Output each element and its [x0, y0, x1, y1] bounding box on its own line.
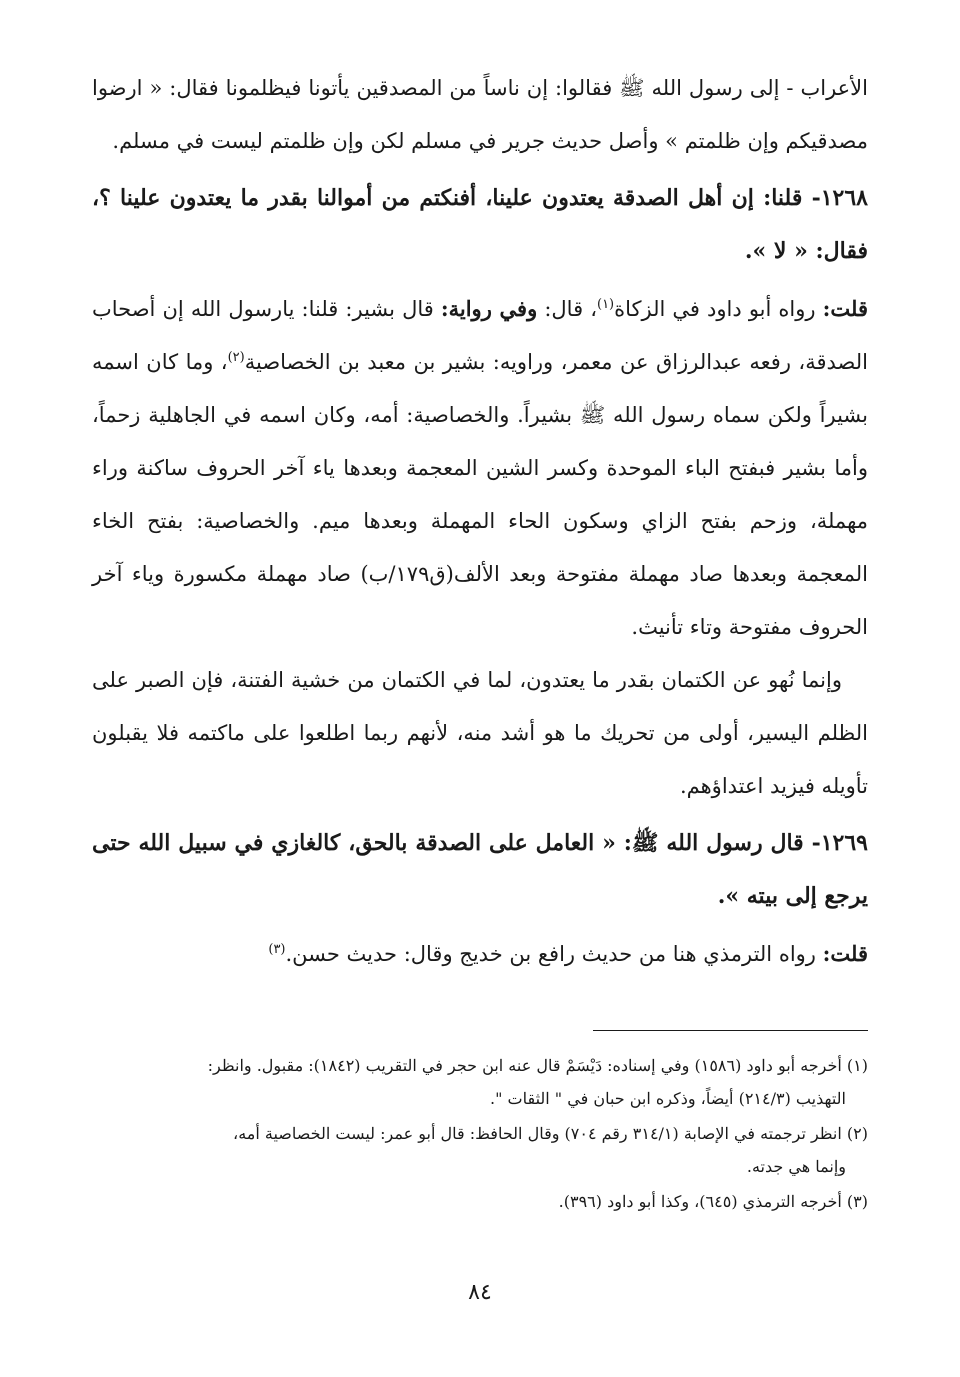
explanation-paragraph: وإنما نُهو عن الكتمان بقدر ما يعتدون، لما في الكتمان من خشية الفتنة، فإن الصبر على الظلم اليسير، أولى من تحريك ما هو أشد منه، لأنهم ربما اطلعوا على ماكتمه فلا يقبلون تأويله فيزيد اعتداؤهم. — [92, 668, 868, 798]
commentary-1268 — [92, 282, 868, 654]
footnote-1-continued: التهذيب (٢١٤/٣) أيضاً، وذكره ابن حبان في " الثقات ". — [490, 1089, 846, 1108]
commentary-text: رواه أبو داود في الزكاة — [614, 297, 823, 321]
footnotes — [92, 1050, 868, 1219]
commentary-label: قلت: — [822, 296, 869, 321]
commentary-text: قال بشير: قلنا: يارسول الله إن أصحاب الصدقة، رفعه عبدالرزاق عن معمر، وراويه: بشير بن معبد بن الخصاصية — [92, 297, 868, 374]
commentary-label: قلت: — [822, 941, 868, 966]
footnote-2: (٢) انظر ترجمته في الإصابة (٣١٤/١ رقم ٧٠٤) وقال الحافظ: قال أبو عمر: ليست الخصاصية أمه، — [233, 1124, 868, 1143]
footnote-ref-3[interactable]: (٣) — [268, 942, 286, 957]
hadith-1268: ١٢٦٨- قلنا: إن أهل الصدقة يعتدون علينا، أفنكتم من أموالنا بقدر ما يعتدون علينا ؟، فقال: « لا ». — [92, 185, 868, 264]
footnote-1: (١) أخرجه أبو داود (١٥٨٦) وفي إسناده: دَيْسَمْ قال عنه ابن حجر في التقريب (١٨٤٢): مقبول. وانظر: — [207, 1056, 868, 1075]
footnote-ref-1[interactable]: (١) — [596, 297, 615, 312]
footnote-3: (٣) أخرجه الترمذي (٦٤٥)، وكذا أبو داود (٣٩٦). — [558, 1192, 868, 1211]
footnote-ref-2[interactable]: (٢) — [227, 350, 245, 365]
hadith-1269: ١٢٦٩- قال رسول الله ﷺ: « العامل على الصدقة بالحق، كالغازي في سبيل الله حتى يرجع إلى بيته ». — [92, 830, 868, 909]
commentary-text: ، وما كان اسمه بشيراً ولكن سماه رسول الله ﷺ بشيراً. والخصاصية: أمه، وكان اسمه في الجاهلية زحماً، وأما بشير فبفتح الباء الموحدة وكسر الشين المعجمة وبعدها ياء آخر الحروف ساكنة وراء مهملة، وزحم بفتح الزاي وسكون الحاء المهملة وبعدها ميم. والخصاصية: بفتح الخاء المعجمة وبعدها صاد مهملة مفتوحة وبعد الألف(ق١٧٩/ب) صاد مهملة مكسورة وياء آخر الحروف مفتوحة وتاء تأنيث. — [92, 350, 869, 639]
riwaya-label: وفي رواية: — [440, 296, 538, 321]
footnote-2-continued: وإنما هي جدته. — [746, 1157, 846, 1176]
commentary-text: ، قال: — [537, 297, 597, 321]
commentary-text: رواه الترمذي هنا من حديث رافع بن خديج وقال: حديث حسن. — [285, 942, 823, 966]
footnote-divider — [593, 1030, 868, 1031]
commentary-1269 — [92, 927, 868, 981]
paragraph-continuation: الأعراب - إلى رسول الله ﷺ فقالوا: إن ناساً من المصدقين يأتونا فيظلمونا فقال: « ارضوا مصدقيكم وإن ظلمتم » وأصل حديث جرير في مسلم لكن وإن ظلمتم ليست في مسلم. — [92, 76, 868, 153]
page-number: ٨٤ — [468, 1280, 492, 1305]
